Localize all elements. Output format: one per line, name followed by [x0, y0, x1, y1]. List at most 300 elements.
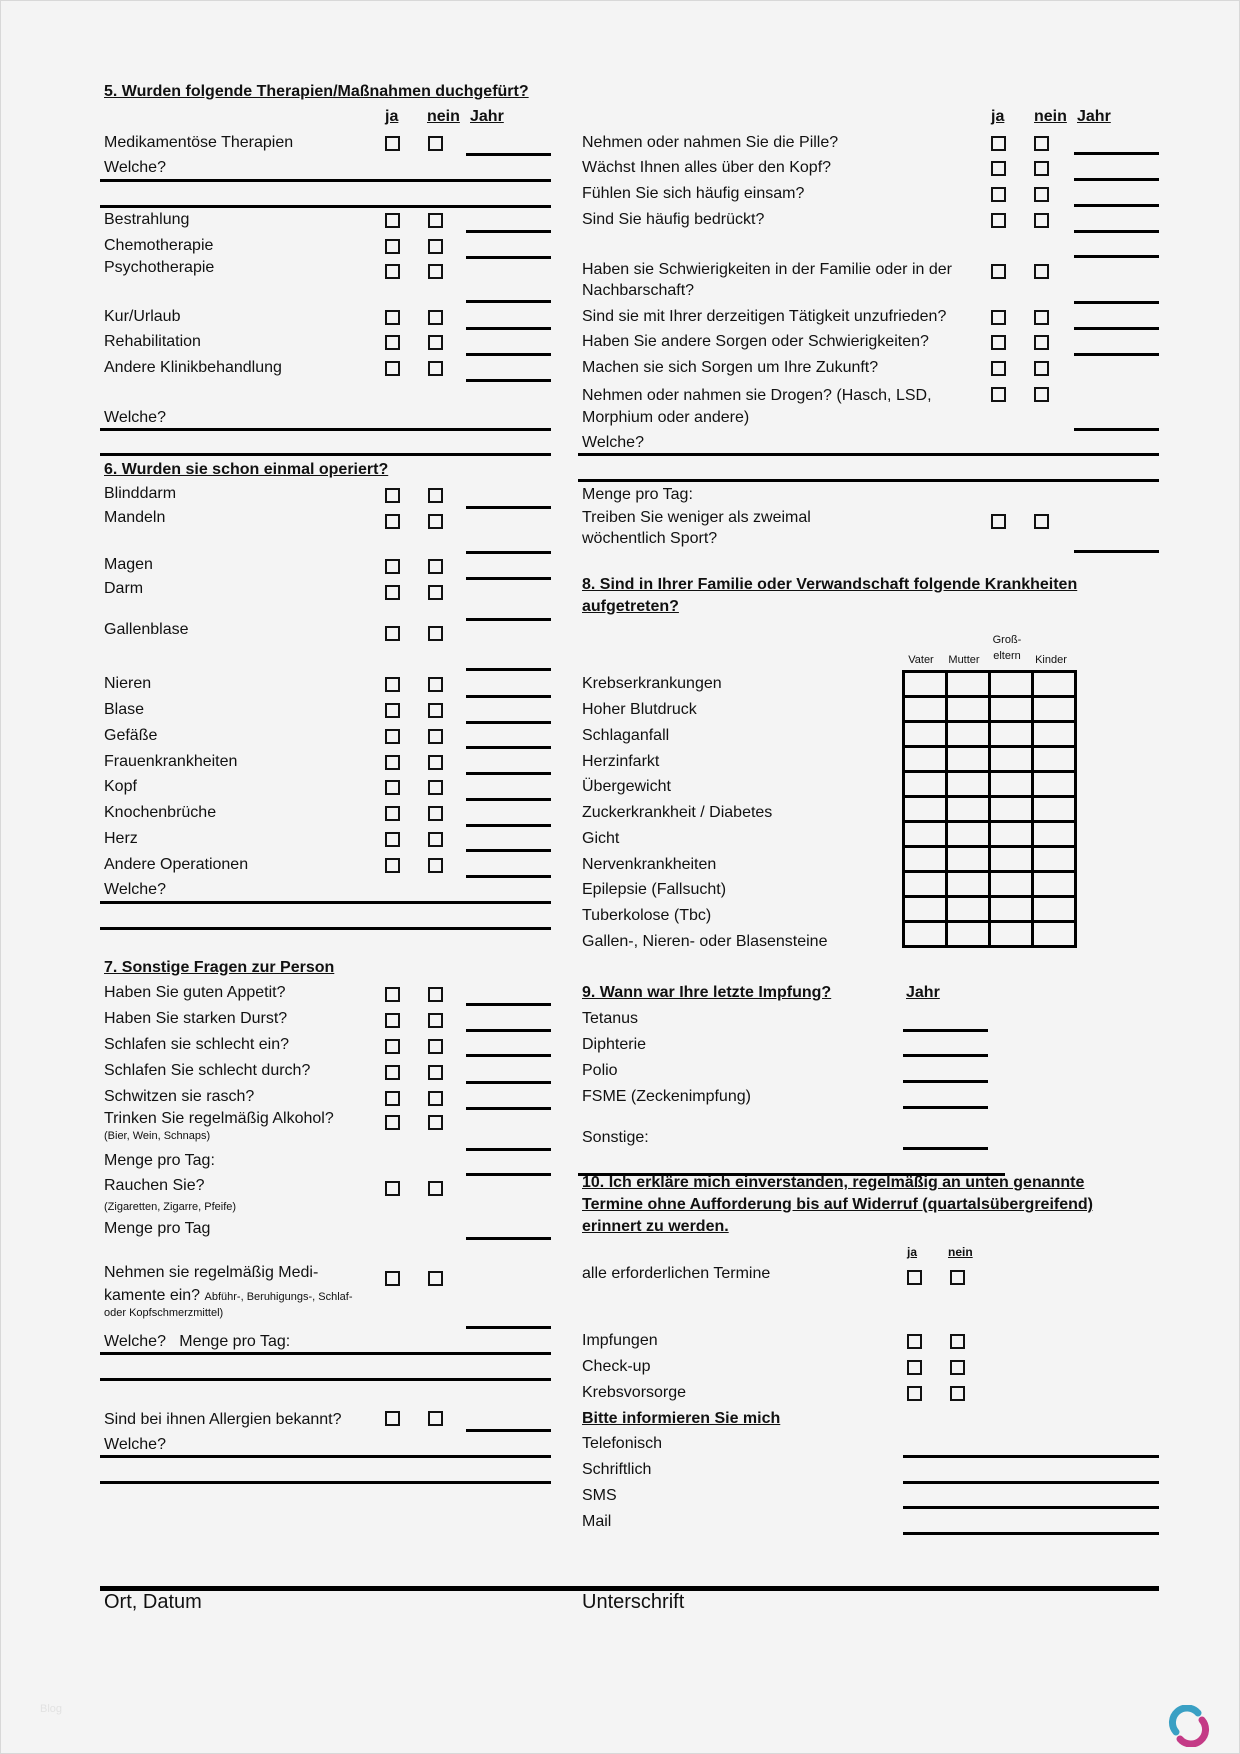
item-label: Blinddarm [104, 485, 177, 502]
grid-cell-vater[interactable] [904, 847, 947, 872]
item-label: Machen sie sich Sorgen um Ihre Zukunft? [582, 359, 879, 376]
contact-label: Telefonisch [582, 1435, 663, 1452]
checkbox-ja[interactable] [385, 703, 400, 718]
year-field[interactable] [466, 1054, 551, 1057]
vaccine-year-field[interactable] [903, 1106, 988, 1109]
grid-cell-vater[interactable] [904, 697, 947, 722]
checkbox-ja[interactable] [385, 626, 400, 641]
checkbox-nein[interactable] [428, 806, 443, 821]
checkbox-nein[interactable] [428, 264, 443, 279]
col-nein-header: nein [427, 108, 460, 125]
item-label: Mandeln [104, 509, 166, 526]
checkbox-nein[interactable] [428, 780, 443, 795]
checkbox-ja[interactable] [991, 514, 1006, 529]
checkbox-nein[interactable] [428, 755, 443, 770]
checkbox-nein[interactable] [428, 832, 443, 847]
med-note-line3: oder Kopfschmerzmittel) [104, 1307, 224, 1319]
grid-cell-mutter[interactable] [947, 797, 990, 822]
item-label: Magen [104, 556, 153, 573]
checkbox-nein[interactable] [428, 626, 443, 641]
grid-cell-mutter[interactable] [947, 672, 990, 697]
item-label: Herz [104, 830, 138, 847]
checkbox-ja[interactable] [385, 1181, 400, 1196]
item-label: Kopf [104, 778, 137, 795]
checkbox-ja[interactable] [385, 361, 400, 376]
year-field[interactable] [466, 300, 551, 303]
text-field-line[interactable] [100, 1481, 551, 1484]
grid-cell-grosseltern[interactable] [990, 922, 1033, 947]
year-field[interactable] [466, 353, 551, 356]
item-label: Haben sie Schwierigkeiten in der Familie oder in der [582, 261, 952, 278]
checkbox-nein[interactable] [428, 514, 443, 529]
item-label: Chemotherapie [104, 237, 214, 254]
item-label: Welche? [104, 881, 166, 898]
item-label: Gallenblase [104, 621, 189, 638]
grid-cell-vater[interactable] [904, 672, 947, 697]
item-label: Nehmen oder nahmen Sie die Pille? [582, 134, 839, 151]
checkbox-ja[interactable] [385, 335, 400, 350]
item-label: Nieren [104, 675, 152, 692]
checkbox-ja[interactable] [907, 1360, 922, 1375]
item-label: Welche? [582, 434, 644, 451]
year-field[interactable] [466, 1429, 551, 1432]
grid-cell-kinder[interactable] [1033, 722, 1076, 747]
checkbox-ja[interactable] [991, 361, 1006, 376]
checkbox-ja[interactable] [385, 1115, 400, 1130]
grid-row [904, 672, 1076, 697]
checkbox-ja[interactable] [385, 310, 400, 325]
year-field[interactable] [466, 798, 551, 801]
grid-cell-vater[interactable] [904, 897, 947, 922]
grid-row [904, 872, 1076, 897]
grid-cell-grosseltern[interactable] [990, 772, 1033, 797]
item-label: Trinken Sie regelmäßig Alkohol? [104, 1110, 334, 1127]
year-field[interactable] [1074, 204, 1159, 207]
grid-cell-grosseltern[interactable] [990, 722, 1033, 747]
year-field[interactable] [1074, 178, 1159, 181]
checkbox-nein[interactable] [1034, 161, 1049, 176]
grid-cell-grosseltern[interactable] [990, 797, 1033, 822]
col-header-eltern: eltern [993, 650, 1021, 662]
item-label [104, 1287, 352, 1306]
item-label: Rauchen Sie? [104, 1177, 205, 1194]
text-field-line[interactable] [100, 1378, 551, 1381]
item-label: Treiben Sie weniger als zweimal [582, 509, 811, 526]
section-5-title: 5. Wurden folgende Therapien/Maßnahmen duchgefürt? [104, 83, 529, 100]
text-field-line[interactable] [100, 428, 551, 431]
reminder-label: alle erforderlichen Termine [582, 1265, 771, 1282]
item-label: Schlafen sie schlecht ein? [104, 1036, 289, 1053]
checkbox-nein[interactable] [428, 729, 443, 744]
section-8-title-line1: 8. Sind in Ihrer Familie oder Verwandschaft folgende Krankheiten [582, 576, 1078, 593]
checkbox-ja[interactable] [385, 1091, 400, 1106]
grid-cell-kinder[interactable] [1033, 922, 1076, 947]
disease-label: Gallen-, Nieren- oder Blasensteine [582, 933, 828, 950]
checkbox-nein[interactable] [1034, 213, 1049, 228]
grid-row [904, 747, 1076, 772]
grid-cell-grosseltern[interactable] [990, 822, 1033, 847]
item-label: Psychotherapie [104, 259, 215, 276]
grid-cell-kinder[interactable] [1033, 797, 1076, 822]
year-field[interactable] [1074, 230, 1159, 233]
grid-cell-kinder[interactable] [1033, 672, 1076, 697]
checkbox-nein[interactable] [428, 1181, 443, 1196]
checkbox-ja[interactable] [385, 1065, 400, 1080]
text-field-line[interactable] [578, 453, 1159, 456]
contact-field[interactable] [903, 1506, 1159, 1509]
disease-label: Hoher Blutdruck [582, 701, 697, 718]
grid-cell-mutter[interactable] [947, 897, 990, 922]
grid-cell-kinder[interactable] [1033, 747, 1076, 772]
year-field[interactable] [466, 1081, 551, 1084]
year-field[interactable] [466, 327, 551, 330]
smoking-note: (Zigaretten, Zigarre, Pfeife) [104, 1201, 237, 1213]
col-jahr-header: Jahr [470, 108, 504, 125]
checkbox-nein[interactable] [1034, 136, 1049, 151]
checkbox-nein[interactable] [1034, 187, 1049, 202]
year-field[interactable] [466, 551, 551, 554]
grid-row [904, 822, 1076, 847]
year-field[interactable] [466, 1148, 551, 1151]
grid-cell-mutter[interactable] [947, 747, 990, 772]
year-field[interactable] [466, 577, 551, 580]
item-label: Andere Operationen [104, 856, 249, 873]
checkbox-ja[interactable] [385, 729, 400, 744]
vaccine-label: Sonstige: [582, 1129, 649, 1146]
checkbox-ja[interactable] [991, 310, 1006, 325]
checkbox-nein[interactable] [428, 987, 443, 1002]
grid-row [904, 722, 1076, 747]
checkbox-ja[interactable] [991, 387, 1006, 402]
checkbox-ja[interactable] [385, 488, 400, 503]
checkbox-nein[interactable] [950, 1360, 965, 1375]
item-label: Wächst Ihnen alles über den Kopf? [582, 159, 832, 176]
item-label: Knochenbrüche [104, 804, 217, 821]
year-field[interactable] [466, 721, 551, 724]
item-label: Nachbarschaft? [582, 282, 695, 299]
s10-ja-header: ja [907, 1245, 918, 1259]
checkbox-nein[interactable] [428, 559, 443, 574]
grid-cell-grosseltern[interactable] [990, 672, 1033, 697]
grid-cell-grosseltern[interactable] [990, 847, 1033, 872]
col-ja-header: ja [991, 108, 1005, 125]
section-8-title-line2: aufgetreten? [582, 598, 679, 615]
year-field[interactable] [1074, 353, 1159, 356]
checkbox-ja[interactable] [385, 832, 400, 847]
checkbox-nein[interactable] [1034, 514, 1049, 529]
grid-cell-grosseltern[interactable] [990, 897, 1033, 922]
inform-title: Bitte informieren Sie mich [582, 1410, 781, 1427]
reminder-label: Krebsvorsorge [582, 1384, 687, 1401]
checkbox-ja[interactable] [991, 187, 1006, 202]
item-label: Sind Sie häufig bedrückt? [582, 211, 765, 228]
section-7-title: 7. Sonstige Fragen zur Person [104, 959, 335, 976]
checkbox-ja[interactable] [385, 213, 400, 228]
year-field[interactable] [466, 153, 551, 156]
year-field[interactable] [466, 875, 551, 878]
med-line2: kamente ein? [104, 1287, 201, 1304]
disease-label: Tuberkolose (Tbc) [582, 907, 712, 924]
grid-cell-mutter[interactable] [947, 822, 990, 847]
grid-cell-vater[interactable] [904, 722, 947, 747]
checkbox-ja[interactable] [385, 585, 400, 600]
year-field[interactable] [1074, 152, 1159, 155]
family-history-grid [902, 670, 1077, 948]
disease-label: Herzinfarkt [582, 753, 660, 770]
checkbox-ja[interactable] [385, 780, 400, 795]
checkbox-nein[interactable] [428, 585, 443, 600]
contact-field[interactable] [903, 1532, 1159, 1535]
item-label: Frauenkrankheiten [104, 753, 238, 770]
checkbox-nein[interactable] [428, 361, 443, 376]
grid-cell-vater[interactable] [904, 822, 947, 847]
disease-label: Schlaganfall [582, 727, 670, 744]
checkbox-ja[interactable] [385, 559, 400, 574]
checkbox-ja[interactable] [907, 1386, 922, 1401]
checkbox-nein[interactable] [428, 858, 443, 873]
checkbox-nein[interactable] [428, 1013, 443, 1028]
item-label: wöchentlich Sport? [582, 530, 718, 547]
grid-cell-grosseltern[interactable] [990, 872, 1033, 897]
checkbox-ja[interactable] [385, 1013, 400, 1028]
text-field-line[interactable] [100, 453, 551, 456]
checkbox-nein[interactable] [428, 213, 443, 228]
checkbox-nein[interactable] [428, 335, 443, 350]
vaccine-label: Diphterie [582, 1036, 647, 1053]
item-label: Schlafen Sie schlecht durch? [104, 1062, 311, 1079]
vaccine-year-field[interactable] [903, 1054, 988, 1057]
disease-label: Gicht [582, 830, 620, 847]
checkbox-nein[interactable] [428, 703, 443, 718]
checkbox-ja[interactable] [385, 514, 400, 529]
contact-label: SMS [582, 1487, 617, 1504]
item-label: Haben Sie starken Durst? [104, 1010, 288, 1027]
checkbox-ja[interactable] [991, 213, 1006, 228]
item-label: Rehabilitation [104, 333, 201, 350]
grid-cell-mutter[interactable] [947, 697, 990, 722]
item-label: Sind bei ihnen Allergien bekannt? [104, 1411, 342, 1428]
year-field[interactable] [1074, 301, 1159, 304]
checkbox-nein[interactable] [1034, 335, 1049, 350]
vaccine-label: Polio [582, 1062, 618, 1079]
year-field[interactable] [1074, 327, 1159, 330]
year-field[interactable] [466, 256, 551, 259]
watermark-text: Blog [40, 1703, 63, 1715]
grid-cell-mutter[interactable] [947, 922, 990, 947]
year-field[interactable] [466, 772, 551, 775]
reminder-label: Check-up [582, 1358, 651, 1375]
checkbox-nein[interactable] [428, 1271, 443, 1286]
grid-cell-mutter[interactable] [947, 772, 990, 797]
checkbox-nein[interactable] [428, 310, 443, 325]
grid-cell-vater[interactable] [904, 797, 947, 822]
reminder-label: Impfungen [582, 1332, 658, 1349]
year-field[interactable] [466, 1107, 551, 1110]
grid-row [904, 847, 1076, 872]
text-field-line[interactable] [100, 205, 551, 208]
item-label: Medikamentöse Therapien [104, 134, 294, 151]
section-6-title: 6. Wurden sie schon einmal operiert? [104, 461, 389, 478]
s9-jahr-header: Jahr [906, 984, 940, 1001]
item-label: Andere Klinikbehandlung [104, 359, 282, 376]
item-label: Menge pro Tag [104, 1220, 211, 1237]
year-field[interactable] [1074, 550, 1159, 553]
checkbox-nein[interactable] [428, 1091, 443, 1106]
col-header-kinder: Kinder [1035, 654, 1067, 666]
item-label: Gefäße [104, 727, 158, 744]
item-label: Schwitzen sie rasch? [104, 1088, 255, 1105]
checkbox-ja[interactable] [907, 1270, 922, 1285]
year-field[interactable] [466, 746, 551, 749]
section-9-title: 9. Wann war Ihre letzte Impfung? [582, 984, 832, 1001]
checkbox-nein[interactable] [428, 1411, 443, 1426]
year-field[interactable] [466, 379, 551, 382]
col-jahr-header: Jahr [1077, 108, 1111, 125]
text-field-line[interactable] [100, 927, 551, 930]
grid-cell-kinder[interactable] [1033, 897, 1076, 922]
grid-cell-vater[interactable] [904, 922, 947, 947]
checkbox-ja[interactable] [385, 755, 400, 770]
grid-cell-kinder[interactable] [1033, 872, 1076, 897]
col-ja-header: ja [385, 108, 399, 125]
grid-cell-mutter[interactable] [947, 722, 990, 747]
disease-label: Krebserkrankungen [582, 675, 722, 692]
section-10-title-line1: 10. Ich erkläre mich einverstanden, regelmäßig an unten genannte [582, 1174, 1085, 1191]
checkbox-ja[interactable] [991, 264, 1006, 279]
year-field[interactable] [466, 695, 551, 698]
grid-cell-kinder[interactable] [1033, 772, 1076, 797]
med-note: Abführ-, Beruhigungs-, Schlaf- [204, 1291, 353, 1303]
text-field-line[interactable] [100, 1352, 551, 1355]
contact-field[interactable] [903, 1455, 1159, 1458]
amount-field[interactable] [466, 1173, 551, 1176]
amount-field[interactable] [466, 1326, 551, 1329]
grid-cell-mutter[interactable] [947, 872, 990, 897]
grid-cell-vater[interactable] [904, 772, 947, 797]
section-10-title-line2: Termine ohne Aufforderung bis auf Widerruf (quartalsübergreifend) [582, 1196, 1093, 1213]
vaccine-year-field[interactable] [903, 1080, 988, 1083]
checkbox-nein[interactable] [428, 1039, 443, 1054]
checkbox-ja[interactable] [991, 161, 1006, 176]
checkbox-nein[interactable] [950, 1386, 965, 1401]
checkbox-nein[interactable] [1034, 361, 1049, 376]
text-field-line[interactable] [100, 901, 551, 904]
section-10-title-line3: erinnert zu werden. [582, 1218, 729, 1235]
checkbox-nein[interactable] [428, 1065, 443, 1080]
checkbox-nein[interactable] [1034, 310, 1049, 325]
item-label: Nehmen oder nahmen sie Drogen? (Hasch, LSD, [582, 387, 932, 404]
disease-label: Übergewicht [582, 778, 671, 795]
year-field[interactable] [466, 849, 551, 852]
grid-cell-kinder[interactable] [1033, 822, 1076, 847]
disease-label: Zuckerkrankheit / Diabetes [582, 804, 773, 821]
year-field[interactable] [466, 824, 551, 827]
item-label: Menge pro Tag: [582, 486, 693, 503]
year-field[interactable] [466, 506, 551, 509]
item-label: Haben Sie andere Sorgen oder Schwierigkeiten? [582, 333, 929, 350]
year-field[interactable] [466, 230, 551, 233]
text-field-line[interactable] [100, 1455, 551, 1458]
vaccine-label: Tetanus [582, 1010, 639, 1027]
grid-cell-vater[interactable] [904, 747, 947, 772]
grid-row [904, 697, 1076, 722]
vaccine-label: FSME (Zeckenimpfung) [582, 1088, 751, 1105]
checkbox-ja[interactable] [385, 858, 400, 873]
checkbox-ja[interactable] [385, 1039, 400, 1054]
checkbox-nein[interactable] [950, 1334, 965, 1349]
checkbox-ja[interactable] [385, 136, 400, 151]
grid-cell-grosseltern[interactable] [990, 697, 1033, 722]
col-header-gross: Groß- [992, 634, 1022, 646]
grid-cell-kinder[interactable] [1033, 847, 1076, 872]
text-field-line[interactable] [578, 479, 1159, 482]
contact-label: Mail [582, 1513, 612, 1530]
item-label: Bestrahlung [104, 211, 190, 228]
item-label: Kur/Urlaub [104, 308, 181, 325]
grid-cell-vater[interactable] [904, 872, 947, 897]
checkbox-ja[interactable] [385, 264, 400, 279]
grid-cell-kinder[interactable] [1033, 697, 1076, 722]
disease-label: Epilepsie (Fallsucht) [582, 881, 727, 898]
year-field[interactable] [1074, 428, 1159, 431]
grid-cell-mutter[interactable] [947, 847, 990, 872]
year-field[interactable] [466, 1029, 551, 1032]
item-label: Morphium oder andere) [582, 409, 750, 426]
text-field-line[interactable] [100, 179, 551, 182]
alcohol-note: (Bier, Wein, Schnaps) [104, 1130, 211, 1142]
checkbox-ja[interactable] [385, 806, 400, 821]
year-field[interactable] [466, 1003, 551, 1006]
item-label: Menge pro Tag: [104, 1152, 215, 1169]
checkbox-nein[interactable] [428, 239, 443, 254]
year-field[interactable] [466, 618, 551, 621]
checkbox-nein[interactable] [1034, 264, 1049, 279]
checkbox-ja[interactable] [385, 677, 400, 692]
year-field[interactable] [1074, 255, 1159, 258]
year-field[interactable] [466, 668, 551, 671]
item-label: Nehmen sie regelmäßig Medi- [104, 1264, 319, 1281]
checkbox-ja[interactable] [991, 335, 1006, 350]
disease-label: Nervenkrankheiten [582, 856, 717, 873]
checkbox-ja[interactable] [385, 239, 400, 254]
contact-label: Schriftlich [582, 1461, 652, 1478]
checkbox-ja[interactable] [991, 136, 1006, 151]
checkbox-ja[interactable] [385, 1271, 400, 1286]
checkbox-ja[interactable] [385, 987, 400, 1002]
sync-logo-icon [1168, 1705, 1210, 1747]
item-label: Welche? [104, 1436, 166, 1453]
grid-cell-grosseltern[interactable] [990, 747, 1033, 772]
item-label: Darm [104, 580, 144, 597]
grid-row [904, 772, 1076, 797]
checkbox-nein[interactable] [428, 677, 443, 692]
checkbox-ja[interactable] [385, 1411, 400, 1426]
checkbox-nein[interactable] [428, 1115, 443, 1130]
contact-field[interactable] [903, 1481, 1159, 1484]
item-label: Fühlen Sie sich häufig einsam? [582, 185, 805, 202]
checkbox-nein[interactable] [428, 488, 443, 503]
amount-field[interactable] [466, 1237, 551, 1240]
checkbox-nein[interactable] [1034, 387, 1049, 402]
vaccine-year-field[interactable] [903, 1147, 988, 1150]
vaccine-year-field[interactable] [903, 1029, 988, 1032]
checkbox-nein[interactable] [950, 1270, 965, 1285]
checkbox-nein[interactable] [428, 136, 443, 151]
grid-row [904, 922, 1076, 947]
item-label: Welche? [104, 409, 166, 426]
checkbox-ja[interactable] [907, 1334, 922, 1349]
s10-nein-header: nein [948, 1245, 973, 1259]
